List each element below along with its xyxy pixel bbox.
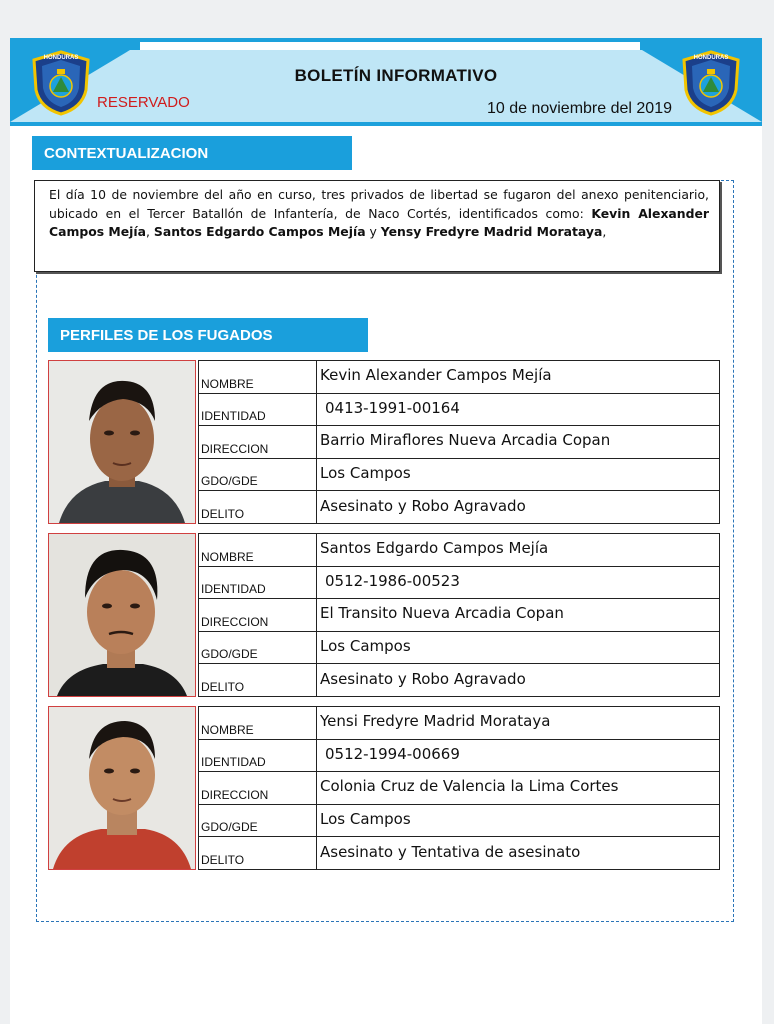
header-bottom-rule	[10, 122, 762, 126]
profiles-heading-text: PERFILES DE LOS FUGADOS	[60, 326, 273, 344]
id-value: 0512-1994-00669	[317, 739, 720, 772]
table-row	[199, 804, 720, 837]
fugitive-name-1: Kevin Alexander Campos Mejía	[49, 205, 709, 239]
mugshot-photo-3	[48, 706, 196, 870]
context-intro: El día 10 de noviembre del año en curso, tres privados de libertad se fugaron del anexo penitenciario, ubicado en el Tercer Batallón de Infantería, de Naco Cortés, identificados como:	[49, 187, 709, 221]
name-label: NOMBRE	[199, 361, 317, 394]
address-label: DIRECCION	[199, 772, 317, 805]
group-value: Los Campos	[317, 458, 720, 491]
group-label: GDO/GDE	[199, 631, 317, 664]
profile-table-1	[198, 360, 720, 524]
id-value: 0512-1986-00523	[317, 566, 720, 599]
context-heading-text: CONTEXTUALIZACION	[44, 144, 209, 162]
bulletin-title: BOLETÍN INFORMATIVO	[294, 66, 498, 85]
classification-label: RESERVADO	[97, 94, 190, 111]
address-value: El Transito Nueva Arcadia Copan	[317, 599, 720, 632]
table-row	[199, 361, 720, 394]
table-row	[199, 426, 720, 459]
fugitive-name-2: Santos Edgardo Campos Mejía	[153, 224, 366, 239]
table-row	[199, 534, 720, 567]
address-label: DIRECCION	[199, 599, 317, 632]
table-row	[199, 599, 720, 632]
table-row	[199, 707, 720, 740]
context-separator-2: y	[365, 224, 381, 239]
svg-text:HONDURAS: HONDURAS	[43, 55, 79, 61]
group-value: Los Campos	[317, 631, 720, 664]
profile-table-2	[198, 533, 720, 697]
crime-value: Asesinato y Robo Agravado	[317, 491, 720, 524]
crime-label: DELITO	[199, 664, 317, 697]
group-label: GDO/GDE	[199, 804, 317, 837]
address-value: Colonia Cruz de Valencia la Lima Cortes	[317, 772, 720, 805]
group-label: GDO/GDE	[199, 458, 317, 491]
fugitive-name-3: Yensy Fredyre Madrid Morataya	[380, 224, 603, 239]
context-tail: ,	[602, 224, 607, 239]
table-row	[199, 566, 720, 599]
context-separator-1: ,	[146, 224, 154, 239]
table-row	[199, 664, 720, 697]
bulletin-page	[10, 38, 762, 1024]
bulletin-date: 10 de noviembre del 2019	[486, 100, 672, 117]
svg-text:HONDURAS: HONDURAS	[693, 55, 729, 61]
crime-label: DELITO	[199, 491, 317, 524]
name-label: NOMBRE	[199, 534, 317, 567]
id-value: 0413-1991-00164	[317, 393, 720, 426]
profile-table-3	[198, 706, 720, 870]
name-value: Santos Edgardo Campos Mejía	[317, 534, 720, 567]
table-row	[199, 458, 720, 491]
table-row	[199, 631, 720, 664]
name-label: NOMBRE	[199, 707, 317, 740]
id-label: IDENTIDAD	[199, 566, 317, 599]
context-text-box	[34, 180, 720, 272]
address-label: DIRECCION	[199, 426, 317, 459]
table-row	[199, 772, 720, 805]
id-label: IDENTIDAD	[199, 739, 317, 772]
table-row	[199, 837, 720, 870]
table-row	[199, 491, 720, 524]
table-row	[199, 393, 720, 426]
name-value: Kevin Alexander Campos Mejía	[317, 361, 720, 394]
name-value: Yensi Fredyre Madrid Morataya	[317, 707, 720, 740]
profile-card-3	[48, 706, 720, 870]
profile-card-2	[48, 533, 720, 697]
table-row	[199, 739, 720, 772]
profiles-heading	[48, 318, 368, 352]
profile-card-1	[48, 360, 720, 524]
crime-label: DELITO	[199, 837, 317, 870]
mugshot-photo-1	[48, 360, 196, 524]
address-value: Barrio Miraflores Nueva Arcadia Copan	[317, 426, 720, 459]
mugshot-photo-2	[48, 533, 196, 697]
context-heading	[32, 136, 352, 170]
header-inner-stripe	[140, 42, 640, 50]
id-label: IDENTIDAD	[199, 393, 317, 426]
crime-value: Asesinato y Tentativa de asesinato	[317, 837, 720, 870]
crime-value: Asesinato y Robo Agravado	[317, 664, 720, 697]
group-value: Los Campos	[317, 804, 720, 837]
